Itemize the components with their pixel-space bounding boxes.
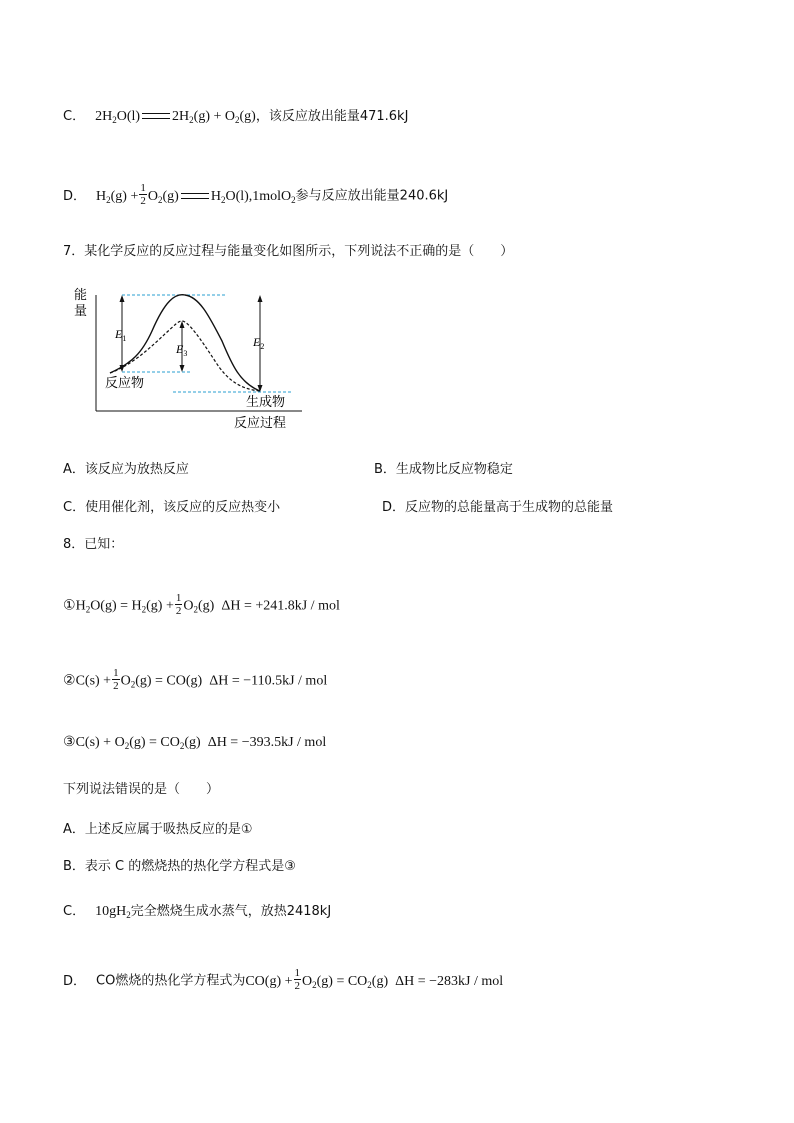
eq-term: H xyxy=(75,598,86,614)
q6-option-c xyxy=(63,108,408,126)
enthalpy: ΔH = −393.5kJ / mol xyxy=(207,735,327,750)
subscript: 2 xyxy=(106,194,111,205)
eq-term: H xyxy=(96,188,107,204)
eq-term: O(l) xyxy=(116,109,141,124)
q8-option-c xyxy=(63,903,331,921)
q8-prompt: 下列说法错误的是（ ） xyxy=(63,782,220,797)
eq-term: (g) = CO xyxy=(129,735,180,750)
subscript: 2 xyxy=(126,910,131,920)
q8-stem: 8．已知： xyxy=(63,537,124,552)
reactant-label: 反应物 xyxy=(105,376,145,391)
fraction xyxy=(294,967,302,992)
circled-number: ② xyxy=(63,673,76,689)
q6-option-d xyxy=(63,184,448,209)
q8-equation-3 xyxy=(63,734,326,752)
option-label: D． xyxy=(63,973,87,989)
option-text: ，该反应放出能量471.6kJ xyxy=(255,109,409,124)
q7-stem: 7．某化学反应的反应过程与能量变化如图所示，下列说法不正确的是（ ） xyxy=(63,244,514,259)
eq-term: (g) xyxy=(239,109,256,124)
fraction-numerator: 1 xyxy=(175,592,182,604)
q8-option-b: B．表示 C 的燃烧热的热化学方程式是③ xyxy=(63,859,296,874)
eq-term: (g) xyxy=(371,973,389,989)
eq-term: 10gH xyxy=(95,904,127,919)
subscript: 2 xyxy=(85,604,91,615)
option-text: 完全燃烧生成水蒸气，放热2418kJ xyxy=(130,904,332,919)
q7-option-b: B．生成物比反应物稳定 xyxy=(374,462,513,477)
e1-label: $E_1$ xyxy=(115,327,127,343)
eq-term: O xyxy=(120,673,131,689)
subscript: 2 xyxy=(312,979,317,990)
product-label: 生成物 xyxy=(246,395,286,410)
fraction-numerator: 1 xyxy=(140,182,146,194)
subscript: 2 xyxy=(141,604,147,615)
eq-term: O xyxy=(302,973,313,989)
eq-term: C(s) + xyxy=(75,673,112,689)
subscript: 2 xyxy=(220,194,226,205)
subscript: 2 xyxy=(124,741,130,751)
eq-term: (g) + O xyxy=(193,109,235,124)
equals-sign xyxy=(142,113,170,119)
subscript: 2 xyxy=(235,115,240,125)
subscript: 2 xyxy=(291,194,296,205)
eq-term: (g) + xyxy=(146,598,174,614)
eq-term: (g) xyxy=(198,598,215,614)
equals-sign xyxy=(181,193,209,199)
q7-option-c: C．使用催化剂，该反应的反应热变小 xyxy=(63,500,281,515)
eq-term: (g) + xyxy=(110,188,139,204)
q7-option-d: D．反应物的总能量高于生成物的总能量 xyxy=(382,500,614,515)
x-axis-label: 反应过程 xyxy=(234,416,287,431)
energy-diagram xyxy=(70,283,310,433)
enthalpy: ΔH = −283kJ / mol xyxy=(395,973,504,989)
q7-option-a: A．该反应为放热反应 xyxy=(63,462,189,477)
subscript: 2 xyxy=(130,679,136,690)
subscript: 2 xyxy=(367,979,372,990)
eq-term: C(s) + O xyxy=(75,735,125,750)
eq-term: O xyxy=(183,598,194,614)
eq-term: (g) = CO(g) xyxy=(135,673,203,689)
eq-term: (g) xyxy=(184,735,201,750)
fraction-denominator: 2 xyxy=(175,605,182,617)
subscript: 2 xyxy=(179,741,185,751)
eq-term: H xyxy=(210,188,221,204)
fraction-numerator: 1 xyxy=(113,667,119,679)
option-text: CO燃烧的热化学方程式为 xyxy=(96,973,246,989)
fraction-denominator: 2 xyxy=(140,195,146,207)
option-label: D． xyxy=(63,188,87,204)
y-axis-label-1: 能 xyxy=(74,288,88,303)
e1-arrow-head-top xyxy=(120,295,125,302)
eq-term: (g) = CO xyxy=(316,973,368,989)
eq-term: O(l), xyxy=(225,188,253,204)
eq-term: (g) xyxy=(162,188,179,204)
option-label: C． xyxy=(63,109,86,124)
subscript: 2 xyxy=(112,115,117,125)
fraction-denominator: 2 xyxy=(113,680,119,692)
fraction-denominator: 2 xyxy=(294,980,300,992)
eq-term: 2H xyxy=(172,109,190,124)
fraction xyxy=(175,592,183,617)
e2-arrow-head-top xyxy=(258,295,263,302)
y-axis-label-2: 量 xyxy=(74,304,88,319)
subscript: 2 xyxy=(193,604,198,615)
enthalpy: ΔH = −110.5kJ / mol xyxy=(209,673,328,689)
enthalpy: ΔH = +241.8kJ / mol xyxy=(221,598,340,614)
e2-label: $E_2$ xyxy=(253,335,265,351)
eq-term: O(g) = H xyxy=(90,598,142,614)
q8-option-d xyxy=(63,969,503,994)
eq-term: 1molO xyxy=(252,188,292,204)
option-text: 参与反应放出能量240.6kJ xyxy=(295,188,449,204)
circled-number: ① xyxy=(63,598,76,614)
circled-number: ③ xyxy=(63,735,76,750)
q8-option-a: A．上述反应属于吸热反应的是① xyxy=(63,822,253,837)
subscript: 2 xyxy=(158,194,163,205)
fraction-numerator: 1 xyxy=(294,967,300,979)
fraction xyxy=(139,182,147,207)
eq-term: CO(g) + xyxy=(245,973,293,989)
e3-label: $E_3$ xyxy=(176,342,188,358)
e3-arrow-head-bottom xyxy=(180,365,185,372)
q8-equation-1 xyxy=(63,594,340,619)
eq-term: 2H xyxy=(95,109,113,124)
option-label: C． xyxy=(63,904,86,919)
fraction xyxy=(112,667,120,692)
q8-equation-2 xyxy=(63,669,327,694)
subscript: 2 xyxy=(189,115,194,125)
eq-term: O xyxy=(147,188,158,204)
